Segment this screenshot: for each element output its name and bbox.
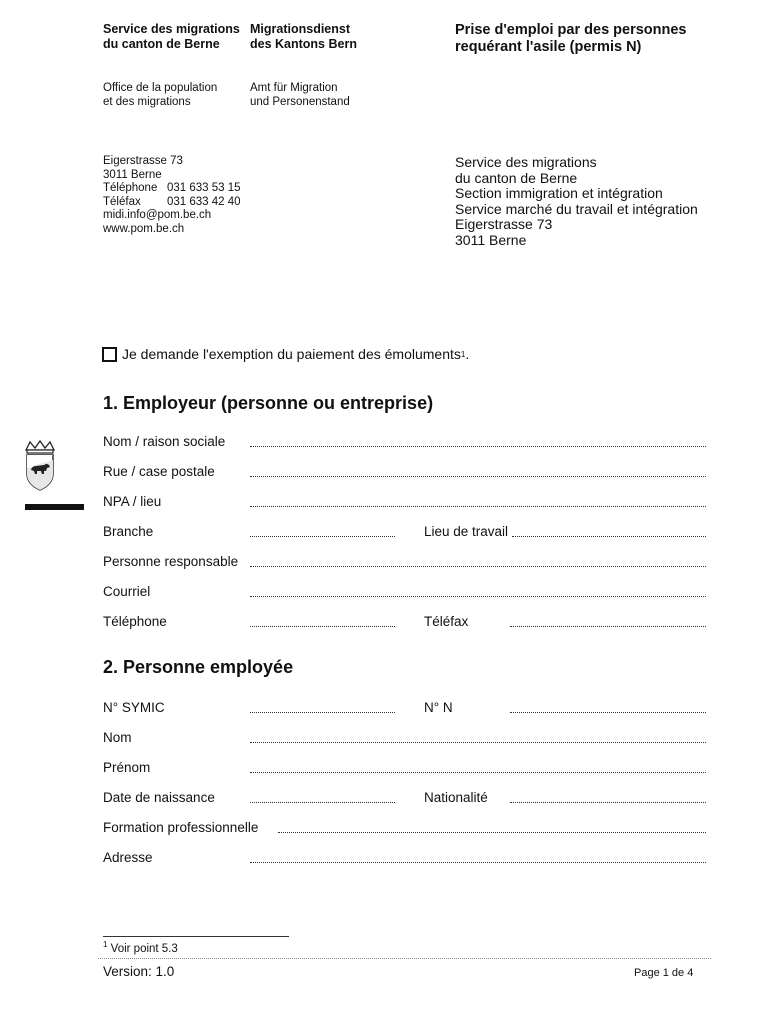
- employer-workplace-label: Lieu de travail: [424, 524, 509, 539]
- phone-number: 031 633 53 15: [167, 182, 241, 194]
- footer-separator: [98, 958, 711, 959]
- office-fr-line2: et des migrations: [103, 95, 191, 108]
- footnote-reference: 1: [460, 349, 466, 359]
- exemption-row: [102, 346, 469, 362]
- footnote-text: Voir point 5.3: [110, 942, 178, 955]
- document-title: [455, 22, 687, 55]
- employee-training-field[interactable]: [278, 832, 706, 833]
- section2-title: 2. Personne employée: [103, 657, 294, 677]
- org-de-line2: des Kantons Bern: [250, 37, 357, 51]
- employer-branch-field[interactable]: [250, 536, 395, 537]
- employer-responsible-label: Personne responsable: [103, 554, 239, 569]
- employer-email-field[interactable]: [250, 596, 706, 597]
- office-de-line2: und Personenstand: [250, 95, 350, 108]
- contact-web: www.pom.be.ch: [103, 222, 185, 235]
- recipient-line4: Service marché du travail et intégration: [455, 200, 698, 217]
- contact-fax-row: [103, 196, 303, 210]
- employee-symic-field[interactable]: [250, 712, 395, 713]
- org-fr-line2: du canton de Berne: [103, 37, 220, 51]
- recipient-address: [455, 155, 698, 248]
- employer-street-label: Rue / case postale: [103, 464, 215, 479]
- office-fr-line1: Office de la population: [103, 82, 218, 94]
- side-bar-marker: [25, 504, 84, 510]
- employer-phone-label: Téléphone: [103, 614, 167, 629]
- title-line2: requérant l'asile (permis N): [455, 38, 642, 55]
- org-name-de: [250, 22, 357, 52]
- employer-npa-label: NPA / lieu: [103, 494, 162, 509]
- employer-npa-field[interactable]: [250, 506, 706, 507]
- employee-nationality-field[interactable]: [510, 802, 706, 803]
- phone-label: Téléphone: [103, 182, 158, 194]
- employee-training-label: Formation professionnelle: [103, 820, 259, 835]
- contact-email: midi.info@pom.be.ch: [103, 209, 212, 221]
- employee-firstname-field[interactable]: [250, 772, 706, 773]
- employee-birthdate-label: Date de naissance: [103, 790, 215, 805]
- recipient-line1: Service des migrations: [455, 154, 597, 170]
- employee-birthdate-field[interactable]: [250, 802, 395, 803]
- employee-symic-label: N° SYMIC: [103, 700, 165, 715]
- employer-name-field[interactable]: [250, 446, 706, 447]
- org-fr-line1: Service des migrations: [103, 22, 240, 36]
- employer-workplace-field[interactable]: [512, 536, 706, 537]
- employee-address-label: Adresse: [103, 850, 153, 865]
- contact-phone-row: [103, 182, 303, 196]
- employee-surname-label: Nom: [103, 730, 132, 745]
- employer-name-label: Nom / raison sociale: [103, 434, 226, 449]
- employee-address-field[interactable]: [250, 862, 706, 863]
- employee-surname-field[interactable]: [250, 742, 706, 743]
- recipient-line2: du canton de Berne: [455, 169, 578, 186]
- employer-email-label: Courriel: [103, 584, 151, 599]
- employee-firstname-label: Prénom: [103, 760, 151, 775]
- footer-page-number: Page 1 de 4: [634, 967, 694, 979]
- footnote: [103, 940, 178, 955]
- bern-bear-crest-icon: [22, 440, 58, 492]
- employee-n-number-label: N° N: [424, 700, 453, 715]
- recipient-line3: Section immigration et intégration: [455, 185, 663, 201]
- office-name-fr: [103, 82, 217, 109]
- contact-block: [103, 155, 303, 236]
- footnote-marker: 1: [103, 940, 108, 949]
- recipient-line6: 3011 Berne: [455, 231, 527, 248]
- employer-street-field[interactable]: [250, 476, 706, 477]
- fax-label: Téléfax: [103, 195, 141, 208]
- footer-version: Version: 1.0: [103, 964, 175, 979]
- contact-city: 3011 Berne: [103, 168, 162, 181]
- org-name-fr: [103, 22, 240, 52]
- employer-branch-label: Branche: [103, 524, 154, 539]
- exemption-end: .: [465, 346, 470, 362]
- exemption-label: Je demande l'exemption du paiement des émoluments: [122, 346, 461, 362]
- section1-title: 1. Employeur (personne ou entreprise): [103, 393, 434, 413]
- employee-n-number-field[interactable]: [510, 712, 706, 713]
- employee-nationality-label: Nationalité: [424, 790, 488, 805]
- employer-fax-label: Téléfax: [424, 614, 469, 629]
- contact-street: Eigerstrasse 73: [103, 155, 183, 167]
- employer-fax-field[interactable]: [510, 626, 706, 627]
- office-de-line1: Amt für Migration: [250, 82, 338, 94]
- recipient-line5: Eigerstrasse 73: [455, 216, 553, 232]
- office-name-de: [250, 82, 350, 109]
- title-line1: Prise d'emploi par des personnes: [455, 22, 687, 38]
- org-de-line1: Migrationsdienst: [250, 22, 351, 36]
- employer-responsible-field[interactable]: [250, 566, 706, 567]
- footnote-separator: [103, 936, 289, 937]
- fax-number: 031 633 42 40: [167, 195, 241, 208]
- employer-phone-field[interactable]: [250, 626, 395, 627]
- exemption-checkbox[interactable]: [102, 347, 117, 362]
